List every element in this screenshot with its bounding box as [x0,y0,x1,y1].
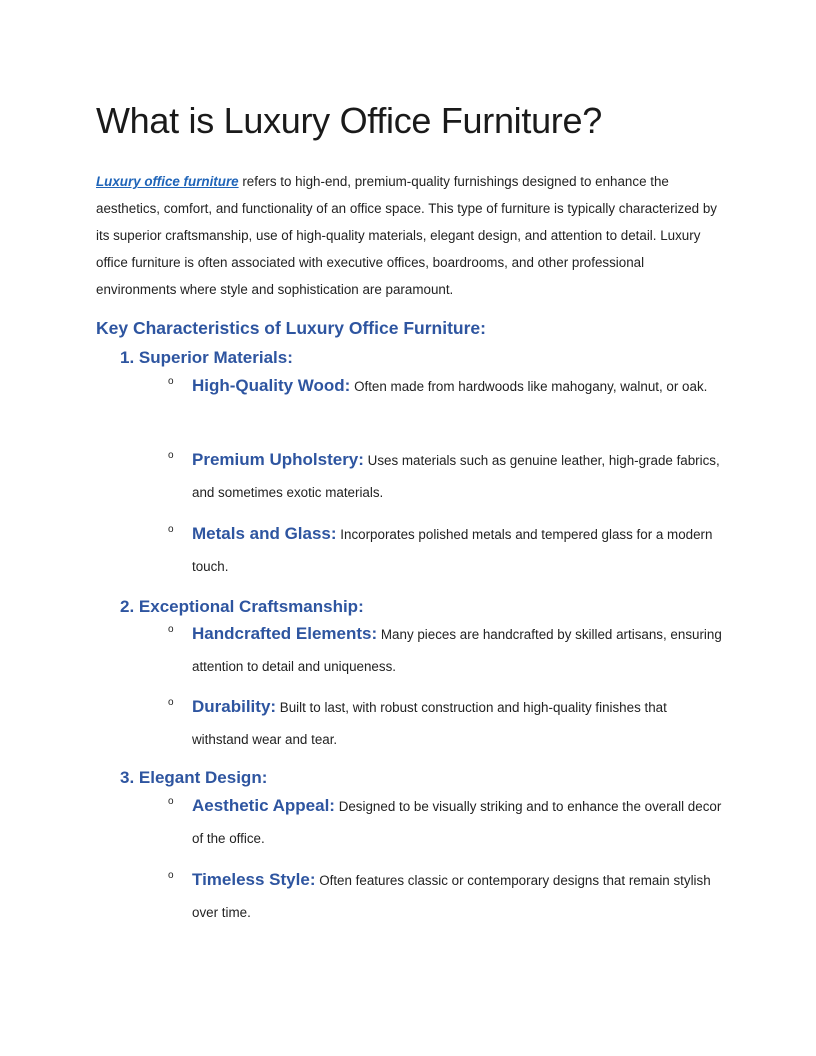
item-text: Designed to be visually striking and to enhance the overall decor of the office. [192,799,722,846]
item-text: Often features classic or contemporary designs that remain stylish over time. [192,873,711,920]
section-heading-elegant-design: 3. Elegant Design: [120,768,268,787]
bullet-marker: o [168,796,174,807]
bullet-marker: o [168,870,174,881]
intro-paragraph [96,168,726,303]
bullet-marker: o [168,450,174,461]
section-heading-exceptional-craftsmanship: 2. Exceptional Craftsmanship: [120,597,364,616]
section-heading-superior-materials: 1. Superior Materials: [120,348,293,367]
item-text: Often made from hardwoods like mahogany, walnut, or oak. [350,379,708,394]
bullet-marker: o [168,624,174,635]
item-text: Incorporates polished metals and tempered glass for a modern touch. [192,527,713,574]
intro-text: refers to high-end, premium-quality furnishings designed to enhance the aesthetics, comfort, and functionality of an office space. This type of furniture is typically characterized by its superior craftsmanship, use of high-quality materials, elegant design, and attention to detail. Luxury office furniture is often associated with executive offices, boardrooms, and other professional environments where style and sophistication are paramount. [96,174,717,297]
item-text: Many pieces are handcrafted by skilled artisans, ensuring attention to detail and uniqueness. [192,627,722,674]
item-term: Handcrafted Elements: [192,624,378,643]
list-item [168,691,728,756]
list-item [168,518,728,583]
list-item [168,790,728,855]
bullet-marker: o [168,524,174,535]
item-text: Uses materials such as genuine leather, high-grade fabrics, and sometimes exotic materials. [192,453,720,500]
list-item [168,370,728,403]
bullet-marker: o [168,376,174,387]
list-item [168,618,728,683]
bullet-marker: o [168,697,174,708]
luxury-office-furniture-link[interactable]: Luxury office furniture [96,174,239,189]
item-term: High-Quality Wood: [192,376,351,395]
item-term: Metals and Glass: [192,524,337,543]
item-term: Premium Upholstery: [192,450,364,469]
key-characteristics-heading: Key Characteristics of Luxury Office Furniture: [96,318,486,338]
item-term: Timeless Style: [192,870,316,889]
item-text: Built to last, with robust construction and high-quality finishes that withstand wear and tear. [192,700,667,747]
list-item [168,864,728,929]
item-term: Aesthetic Appeal: [192,796,335,815]
page-title: What is Luxury Office Furniture? [96,100,602,141]
list-item [168,444,728,509]
item-term: Durability: [192,697,277,716]
